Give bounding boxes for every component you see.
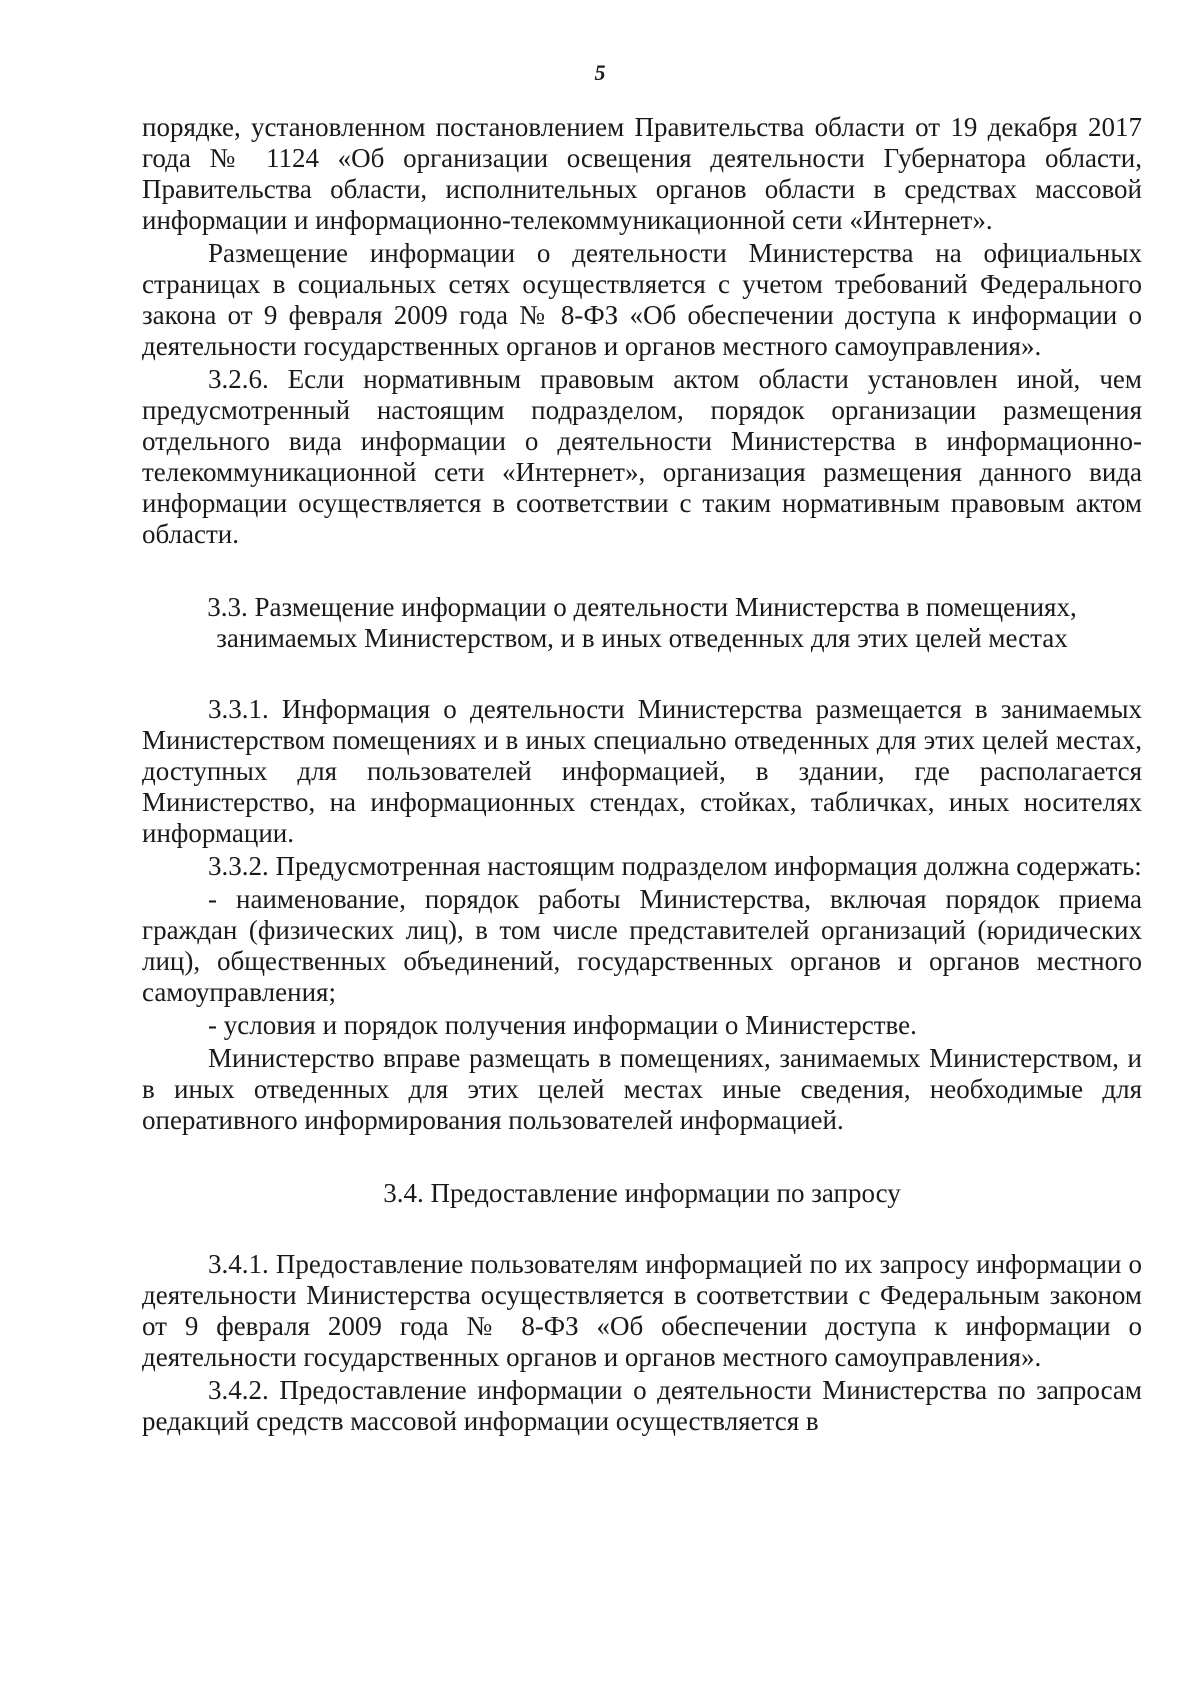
list-item: - наименование, порядок работы Министерства, включая порядок приема граждан (физических лиц), в том числе представителей организаций (юридических лиц), общественных объединений, государственных органов и органов местного самоуправления; — [142, 884, 1142, 1007]
paragraph: 3.2.6. Если нормативным правовым актом области установлен иной, чем предусмотренный настоящим подразделом, порядок организации размещения отдельного вида информации о деятельности Министерства в информационно-телекоммуникационной сети «Интернет», организация размещения данного вида информации осуществляется в соответствии с таким нормативным правовым актом области. — [142, 364, 1142, 549]
paragraph: 3.3.2. Предусмотренная настоящим подразделом информация должна содержать: — [208, 851, 1142, 881]
paragraph: Размещение информации о деятельности Министерства на официальных страницах в социальных сетях осуществляется с учетом требований Федерального закона от 9 февраля 2009 года № 8-ФЗ «Об обеспечении доступа к информации о деятельности государственных органов и органов местного самоуправления». — [142, 238, 1142, 361]
paragraph: Министерство вправе размещать в помещениях, занимаемых Министерством, и в иных отведенных для этих целей местах иные сведения, необходимые для оперативного информирования пользователей информацией. — [142, 1043, 1142, 1135]
paragraph: 3.3.1. Информация о деятельности Министерства размещается в занимаемых Министерством помещениях и в иных специально отведенных для этих целей местах, доступных для пользователей информацией, в здании, где располагается Министерство, на информационных стендах, стойках, табличках, иных носителях информации. — [142, 694, 1142, 848]
section-heading-3-4: 3.4. Предоставление информации по запросу — [383, 1178, 901, 1208]
page-number: 5 — [594, 60, 606, 85]
section-heading-3-3: 3.3. Размещение информации о деятельности Министерства в помещениях, занимаемых Министерством, и в иных отведенных для этих целей местах — [207, 592, 1077, 653]
list-item: - условия и порядок получения информации о Министерстве. — [208, 1010, 917, 1040]
paragraph: 3.4.2. Предоставление информации о деятельности Министерства по запросам редакций средств массовой информации осуществляется в — [142, 1375, 1142, 1436]
paragraph: 3.4.1. Предоставление пользователям информацией по их запросу информации о деятельности Министерства осуществляется в соответствии с Федеральным законом от 9 февраля 2009 года № 8-ФЗ «Об обеспечении доступа к информации о деятельности государственных органов и органов местного самоуправления». — [142, 1249, 1142, 1372]
document-body — [142, 112, 1142, 1437]
paragraph: порядке, установленном постановлением Правительства области от 19 декабря 2017 года № 1124 «Об организации освещения деятельности Губернатора области, Правительства области, исполнительных органов области в средствах массовой информации и информационно-телекоммуникационной сети «Интернет». — [142, 112, 1142, 235]
